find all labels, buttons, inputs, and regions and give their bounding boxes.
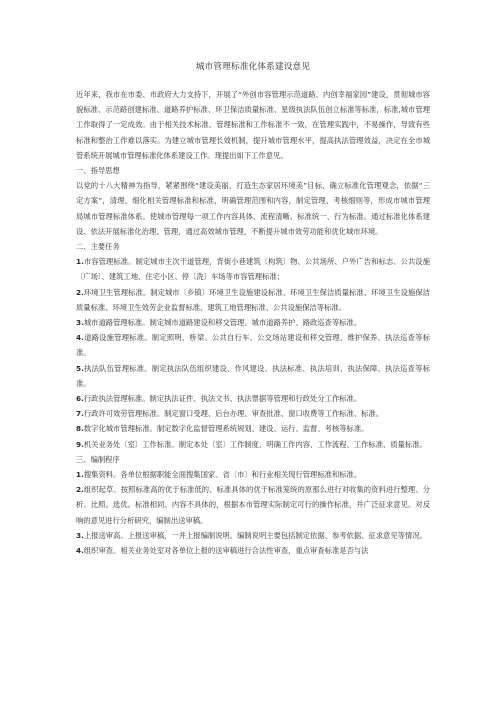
list-item-text: 行政许可效劳管理标准。制定窗口受理、后台办理、审查批准、窗口收费等工作标准、标准。 [83, 409, 384, 419]
list-item [76, 254, 430, 284]
section-heading-main-tasks: 二、主要任务 [76, 242, 120, 252]
procedure-list [76, 467, 430, 558]
list-item [76, 330, 430, 360]
list-item-text: 组织起草。按照标准高的优于标准低的、标准具体的优于标准笼统的原那么进行对收集的资料进行整理、分析、比照、选优。标准相同、内容不具体的，根据本市管理实际制定可行的操作标准，并广泛征求意见。对反响的意见进行分析研究，编制出送审稿。 [76, 485, 430, 525]
list-item-number: 8. [76, 424, 84, 434]
section-heading-guiding-ideology: 一、指导思想 [76, 166, 120, 176]
list-item-text: 环境卫生管理标准。制定城市〔乡镇〕环境卫生设施建设标准、环境卫生保洁质量标准、环境卫生设施保洁质量标准、环境卫生效劳企业监督标准、建筑工地管理标准、公共设施保洁等标准。 [76, 287, 430, 312]
list-item-number: 3. [76, 530, 84, 540]
list-item [76, 437, 430, 452]
list-item-text: 机关业务处〔室〕工作标准。制定本处〔室〕工作制度、明确工作内容、工作流程、工作标准、质量标准。 [83, 439, 427, 449]
list-item [76, 543, 430, 558]
list-item-number: 1. [76, 470, 84, 480]
list-item [76, 528, 430, 543]
list-item-number: 4. [76, 333, 84, 343]
document-body [76, 87, 430, 558]
list-item-text: 执法队伍管理标准。制定执法队伍组织建设、作风建设、执法标准、执法培训、执法保障、执法巡查等标准。 [76, 363, 430, 388]
task-list [76, 254, 430, 452]
list-item [76, 406, 430, 421]
list-item-number: 4. [76, 546, 84, 556]
list-item-text: 组织审查。相关业务处室对各单位上报的送审稿进行合法性审查，重点审查标准是否与法 [83, 546, 369, 556]
list-item-number: 3. [76, 318, 84, 328]
list-item-text: 行政执法管理标准。制定执法证件、执法文书、执法票据等管理和行政处分工作标准。 [83, 394, 362, 404]
list-item-number: 5. [76, 363, 84, 373]
list-item-number: 7. [76, 409, 84, 419]
list-item [76, 391, 430, 406]
list-item [76, 285, 430, 315]
list-item-text: 道路设施管理标准。制定照明、桥梁、公共自行车、公交场站建设和移交管理、维护保养、执法巡查等标准。 [76, 333, 430, 358]
list-item-number: 1. [76, 257, 84, 267]
list-item [76, 421, 430, 436]
list-item-number: 9. [76, 439, 84, 449]
list-item [76, 361, 430, 391]
list-item-number: 2. [76, 287, 84, 297]
list-item-text: 上报送审高。上报送审稿，一并上报编制说明。编制说明主要包括制定依据、参考依据、征求意见等情况。 [83, 530, 427, 540]
intro-paragraph: 近年来，我市在市委、市政府大力支持下，开展了“外创市容管理示范道路、内创幸福家园”建设，贯彻城市容貌标准、示范路创建标准、道路养护标准、环卫保洁质量标准、星级执法队伍创立标准等标准，标准,城市管理工作取得了一定成效。由于相关技术标准、管理标准和工作标准不一致，在管理实践中，不易操作，导致有些标准和整治工作难以落实。为建立城市管理长效机制，提升城市管理水平，提高执法管理效益，决定在全市城管系统开展城市管理标准化体系建设工作。现提出如下工作意见。 [76, 90, 430, 160]
list-item-number: 2. [76, 485, 84, 495]
list-item [76, 467, 430, 482]
list-item-text: 市容管理标准。制定城市主次干道管理，背街小巷建筑〔构筑〕物、公共场所、户外广告和标志、公共设施〔广场〕、建筑工地、住宅小区、停〔洗〕车场等市容管理标准； [76, 257, 430, 282]
list-item-number: 6. [76, 394, 84, 404]
list-item [76, 482, 430, 528]
guiding-ideology-paragraph: 以党的十八大精神为指导，紧紧围绕“建设美丽、打造生态家居环境美”目标，确立标准化管理观念，依据“三定方案”，清理、细化相关管理标准和标准，明确管理范围和内容，制定管理、考核细则等，形成市城市管理局城市管理标准体系。使城市管理每一项工作内容具体、流程清晰、标准统一、行为标准。通过标准化体系建设、依法开展标准化治理、管理，通过高效城市管理，不断提升城市效劳功能和优化城市环境。 [76, 181, 430, 236]
list-item-text: 城市道路管理标准。制定城市道路建设和移交管理、城市道路养护、路政巡查等标准。 [83, 318, 362, 328]
list-item-text: 搜集资料。各单位根据职能全面搜集国家、省〔市〕和行业相关现行管理标准和标准。 [83, 470, 362, 480]
list-item [76, 315, 430, 330]
list-item-text: 数字化城市管理标准。制定数字化监督管理系统规划、建设、运行、监督、考核等标准。 [83, 424, 369, 434]
section-heading-procedure: 三、编制程序 [76, 454, 120, 464]
document-title: 城市管理标准化体系建设意见 [195, 62, 311, 72]
